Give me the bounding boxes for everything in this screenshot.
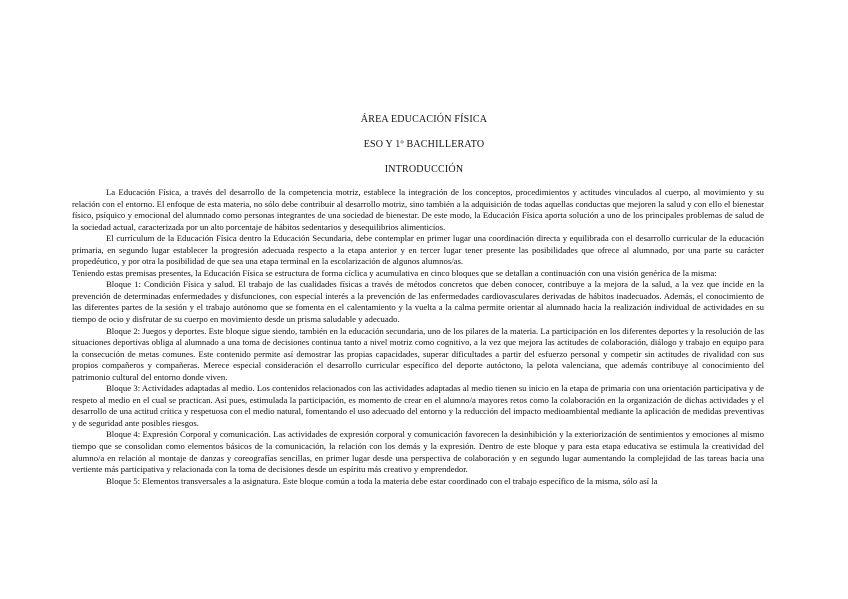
paragraph-block-2: Bloque 2: Juegos y deportes. Este bloque sigue siendo, también en la educación secundaria, uno de los pilares de la materia. La participación en los diferentes deportes y la resolución de las situaciones deportivas obliga al alumnado a una toma de decisiones continua tanto a nivel motriz como cognitivo, a la vez que mejora las actitudes de colaboración, diálogo y trabajo en equipo para la consecución de metas comunes. Este contenido permite así demostrar las propias capacidades, superar dificultades a partir del esfuerzo personal y competir sin actitudes de rivalidad con sus propios compañeros y compañeras. Merece especial consideración el desarrollo curricular específico del deporte autóctono, la pelota valenciana, que además contribuye al conocimiento del patrimonio cultural del entorno donde viven. [72,325,764,382]
paragraph-premises: Teniendo estas premisas presentes, la Educación Física se estructura de forma cíclica y acumulativa en cinco bloques que se detallan a continuación con una visión genérica de la misma: [72,267,717,278]
paragraph-block-3: Bloque 3: Actividades adaptadas al medio. Los contenidos relacionados con las actividades adaptadas al medio tienen su inicio en la etapa de primaria con una orientación participativa y de respeto al medio en el cual se practican. Así pues, estimulada la participación, es momento de crear en el alumno/a mayores retos como la colaboración en la organización de dichas actividades y el desarrollo de una actitud crítica y respetuosa con el medio natural, fomentando el uso adecuado del entorno y la reducción del impacto medioambiental mediante la aplicación de medidas preventivas y de seguridad ante posibles riesgos. [72,383,764,428]
paragraph-block-1: Bloque 1: Condición Física y salud. El trabajo de las cualidades físicas a través de métodos concretos que deben conocer, contribuye a la mejora de la salud, a la vez que incide en la prevención de determinadas enfermedades y disfunciones, con especial interés a la prevención de las enfermedades cardiovasculares derivadas de hábitos inadecuados. Además, el conocimiento de las diferentes partes de la sesión y el trabajo autónomo que se fomenta en el calentamiento y la vuelta a la calma permite orientar al alumnado hacia la realización individual de actividades en su tiempo de ocio y disfrutar de su cuerpo en movimiento desde un prisma saludable y adecuado. [72,279,764,325]
level-title: ESO Y 1º BACHILLERATO [363,139,485,150]
paragraph-block-4: Bloque 4: Expresión Corporal y comunicación. Las actividades de expresión corporal y comunicación favorecen la desinhibición y la exteriorización de sentimientos y emociones al mismo tiempo que se consolidan como elementos básicos de la comunicación, la relación con los demás y la expresión. Dentro de este bloque y para esta etapa educativa se estimula la creatividad del alumno/a en relación al montaje de danzas y coreografías sencillas, en primer lugar desde una perspectiva de colaboración y en segundo lugar aumentando la complejidad de las tareas hacia una vertiente más participativa y relacionada con la toma de decisiones desde un espíritu más creativo y emprendedor. [72,429,764,475]
paragraph-curriculum: El currículum de la Educación Física dentro la Educación Secundaria, debe contemplar en primer lugar una coordinación directa y equilibrada con el desarrollo curricular de la educación primaria, en segundo lugar establecer la progresión adecuada respecto a la etapa anterior y en tercer lugar tener presente las posibilidades que ofrece al alumnado, por una parte su carácter propedéutico, y por otra la posibilidad de que sea una etapa terminal en la escolarización de algunos alumnos/as. [72,233,764,267]
area-title: ÁREA EDUCACIÓN FÍSICA [360,114,488,125]
document-body [72,187,764,487]
section-title: INTRODUCCIÓN [384,164,464,175]
paragraph-block-5: Bloque 5: Elementos transversales a la asignatura. Este bloque común a toda la materia debe estar coordinado con el trabajo específico de la misma, sólo así la [106,475,658,486]
paragraph-intro: La Educación Física, a través del desarrollo de la competencia motriz, establece la integración de los conceptos, procedimientos y actitudes vinculados al cuerpo, al movimiento y su relación con el entorno. El enfoque de esta materia, no sólo debe contribuir al desarrollo motriz, sino también a la adquisición de todas aquellas conductas que mejoren la salud y con ello el bienestar físico, psíquico y emocional del alumnado como personas integrantes de una sociedad de bienestar. De este modo, la Educación Física aporta solución a uno de los principales problemas de salud de la sociedad actual, caracterizada por un alto porcentaje de hábitos sedentarios y desequilibrios alimenticios. [72,187,764,232]
